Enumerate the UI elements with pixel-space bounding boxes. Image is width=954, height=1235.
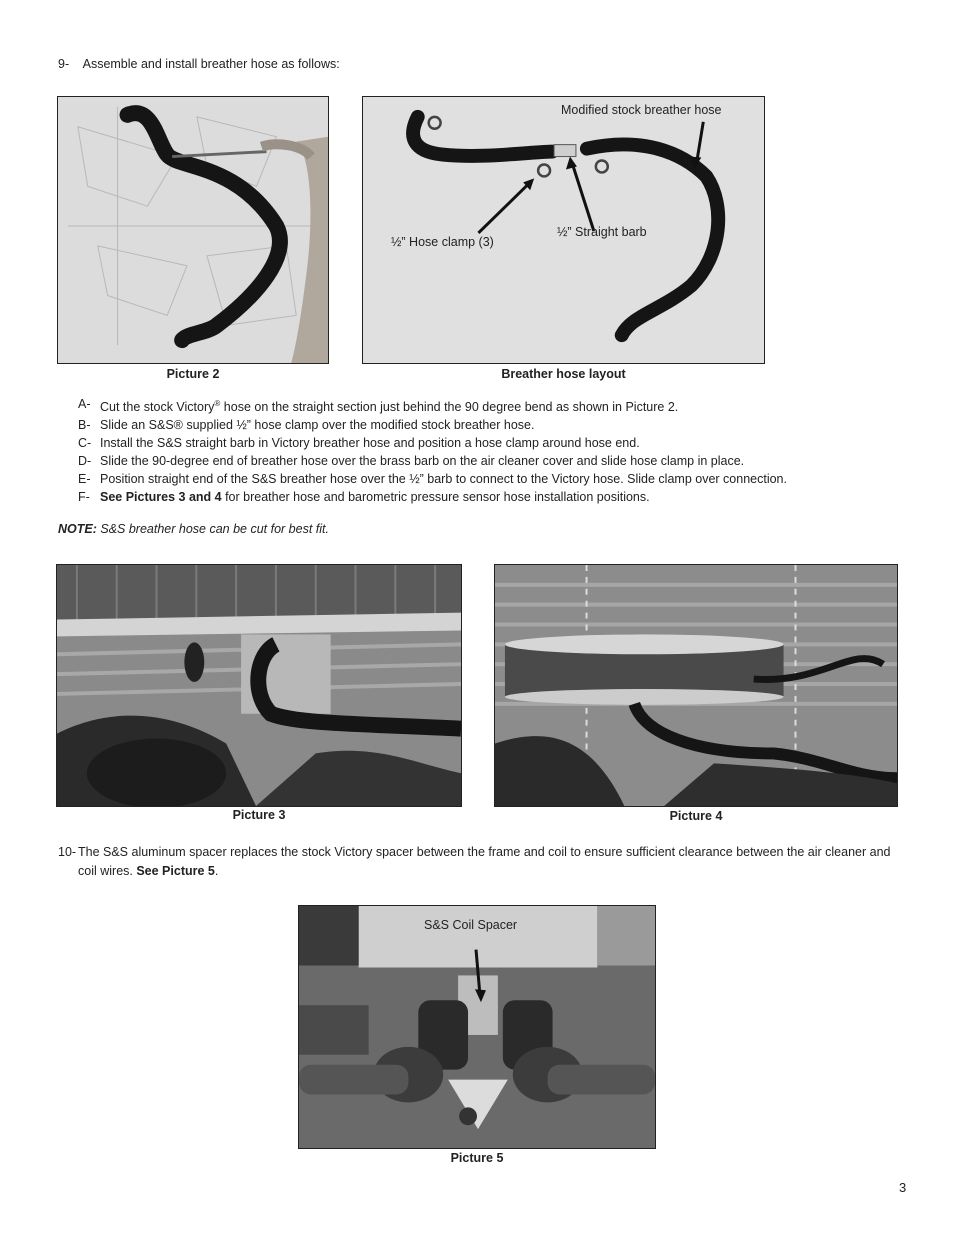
- picture-4-caption: Picture 4: [669, 809, 723, 823]
- steps-list: [78, 395, 898, 506]
- step9-text: Assemble and install breather hose as follows:: [82, 57, 340, 71]
- step-letter: D-: [78, 454, 92, 469]
- list-item: [78, 488, 898, 506]
- picture-3-caption: Picture 3: [232, 808, 286, 822]
- picture-3-photo: [56, 564, 462, 807]
- step10-number: 10-: [58, 845, 77, 859]
- picture-5-caption: Picture 5: [450, 1151, 504, 1165]
- breather-hose-layout-photo: [362, 96, 765, 364]
- step-letter: E-: [78, 472, 91, 487]
- callout-straight-barb: ½” Straight barb: [557, 225, 647, 239]
- list-item: [78, 434, 898, 452]
- step-text: Slide an S&S® supplied ½” hose clamp over the modified stock breather hose.: [100, 418, 535, 433]
- step-text: Install the S&S straight barb in Victory breather hose and position a hose clamp around hose end.: [100, 436, 640, 451]
- picture-2-caption: Picture 2: [166, 367, 220, 381]
- list-item: [78, 470, 898, 488]
- callout-modified-stock-hose: Modified stock breather hose: [561, 103, 722, 117]
- step-text: Cut the stock Victory® hose on the straight section just behind the 90 degree bend as shown in Picture 2.: [100, 399, 679, 415]
- step-letter: B-: [78, 418, 91, 433]
- step-text: Position straight end of the S&S breather hose over the ½” barb to connect to the Victory hose. Slide clamp over connection.: [100, 472, 787, 487]
- list-item: [78, 395, 898, 416]
- step-letter: A-: [78, 397, 91, 411]
- step-letter: F-: [78, 490, 90, 505]
- step-text: See Pictures 3 and 4 for breather hose and barometric pressure sensor hose installation positions.: [100, 490, 650, 505]
- step10-text: The S&S aluminum spacer replaces the stock Victory spacer between the frame and coil to ensure sufficient clearance between the air cleaner and coil wires. See Picture 5.: [78, 845, 891, 878]
- step9-number: 9-: [58, 57, 70, 71]
- list-item: [78, 452, 898, 470]
- step-text: Slide the 90-degree end of breather hose over the brass barb on the air cleaner cover and slide hose clamp in place.: [100, 454, 745, 469]
- picture-5-photo: [298, 905, 656, 1149]
- note: [58, 522, 329, 536]
- page-number: 3: [899, 1180, 907, 1195]
- callout-coil-spacer: S&S Coil Spacer: [424, 918, 518, 932]
- note-text: S&S breather hose can be cut for best fit.: [96, 522, 329, 536]
- picture-4-photo: [494, 564, 898, 807]
- list-item: [78, 416, 898, 434]
- picture-2-photo: [57, 96, 329, 364]
- step10-paragraph: [58, 843, 908, 881]
- note-label: NOTE:: [58, 522, 97, 536]
- step9-heading: [58, 57, 340, 71]
- breather-hose-layout-caption: Breather hose layout: [501, 367, 626, 381]
- step-letter: C-: [78, 436, 92, 451]
- callout-hose-clamp: ½” Hose clamp (3): [391, 235, 494, 249]
